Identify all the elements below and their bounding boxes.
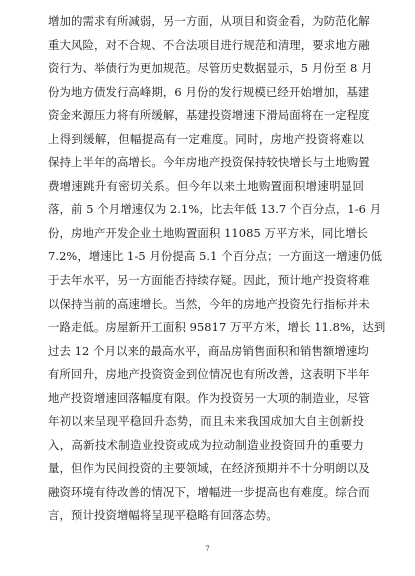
text-line: 以保持当前的高速增长。当然，今年的房地产投资先行指标并未 [48, 296, 370, 311]
text-line: 一路走低。房屋新开工面积 95817 万平方米，增长 11.8%，达到 [48, 320, 386, 335]
text-line: 言，预计投资增幅将呈现平稳略有回落态势。 [48, 508, 278, 523]
text-line: 入，高新技术制造业投资或成为拉动制造业投资回升的重要力 [48, 437, 364, 452]
text-line: 保持上半年的高增长。今年房地产投资保持较快增长与土地购置 [48, 155, 370, 170]
text-line: 有所回升，房地产投资资金到位情况也有所改善，这表明下半年 [48, 367, 370, 382]
text-line: 重大风险，对不合规、不合法项目进行规范和清理，要求地方融 [48, 37, 370, 52]
text-line: 资行为、举债行为更加规范。尽管历史数据显示，5 月份至 8 月 [48, 61, 373, 76]
text-line: 落，前 5 个月增速仅为 2.1%，比去年低 13.7 个百分点，1-6 月 [48, 202, 382, 217]
text-line: 上得到缓解，但幅提高有一定难度。同时，房地产投资将难以 [48, 131, 364, 146]
text-line: 费增速跳升有密切关系。但今年以来土地购置面积增速明显回 [48, 178, 364, 193]
text-line: 份，房地产开发企业土地购置面积 11085 万平方米，同比增长 [48, 225, 368, 240]
text-line: 地产投资增速回落幅度有限。作为投资另一大项的制造业，尽管 [48, 390, 370, 405]
text-line: 量，但作为民间投资的主要领域，在经济预期并不十分明朗以及 [48, 461, 370, 476]
text-line: 资金来源压力将有所缓解，基建投资增速下滑局面将在一定程度 [48, 108, 370, 123]
page-number: 7 [205, 545, 210, 553]
text-line: 于去年水平，另一方面能否持续存疑。因此，预计地产投资将难 [48, 273, 370, 288]
text-line: 年初以来呈现平稳回升态势，而且未来我国成加大自主创新投 [48, 414, 364, 429]
text-line: 过去 12 个月以来的最高水平，商品房销售面积和销售额增速均 [48, 343, 369, 358]
text-line: 7.2%，增速比 1-5 月份提高 5.1 个百分点；一方面这一增速仍低 [48, 249, 383, 264]
text-line: 份为地方债发行高峰期，6 月份的发行规模已经开始增加，基建 [48, 84, 370, 99]
text-line: 增加的需求有所减弱，另一方面，从项目和资金看，为防范化解 [48, 14, 370, 28]
body-paragraph [48, 10, 386, 528]
text-line: 融资环境有待改善的情况下，增幅进一步提高也有难度。综合而 [48, 484, 370, 499]
